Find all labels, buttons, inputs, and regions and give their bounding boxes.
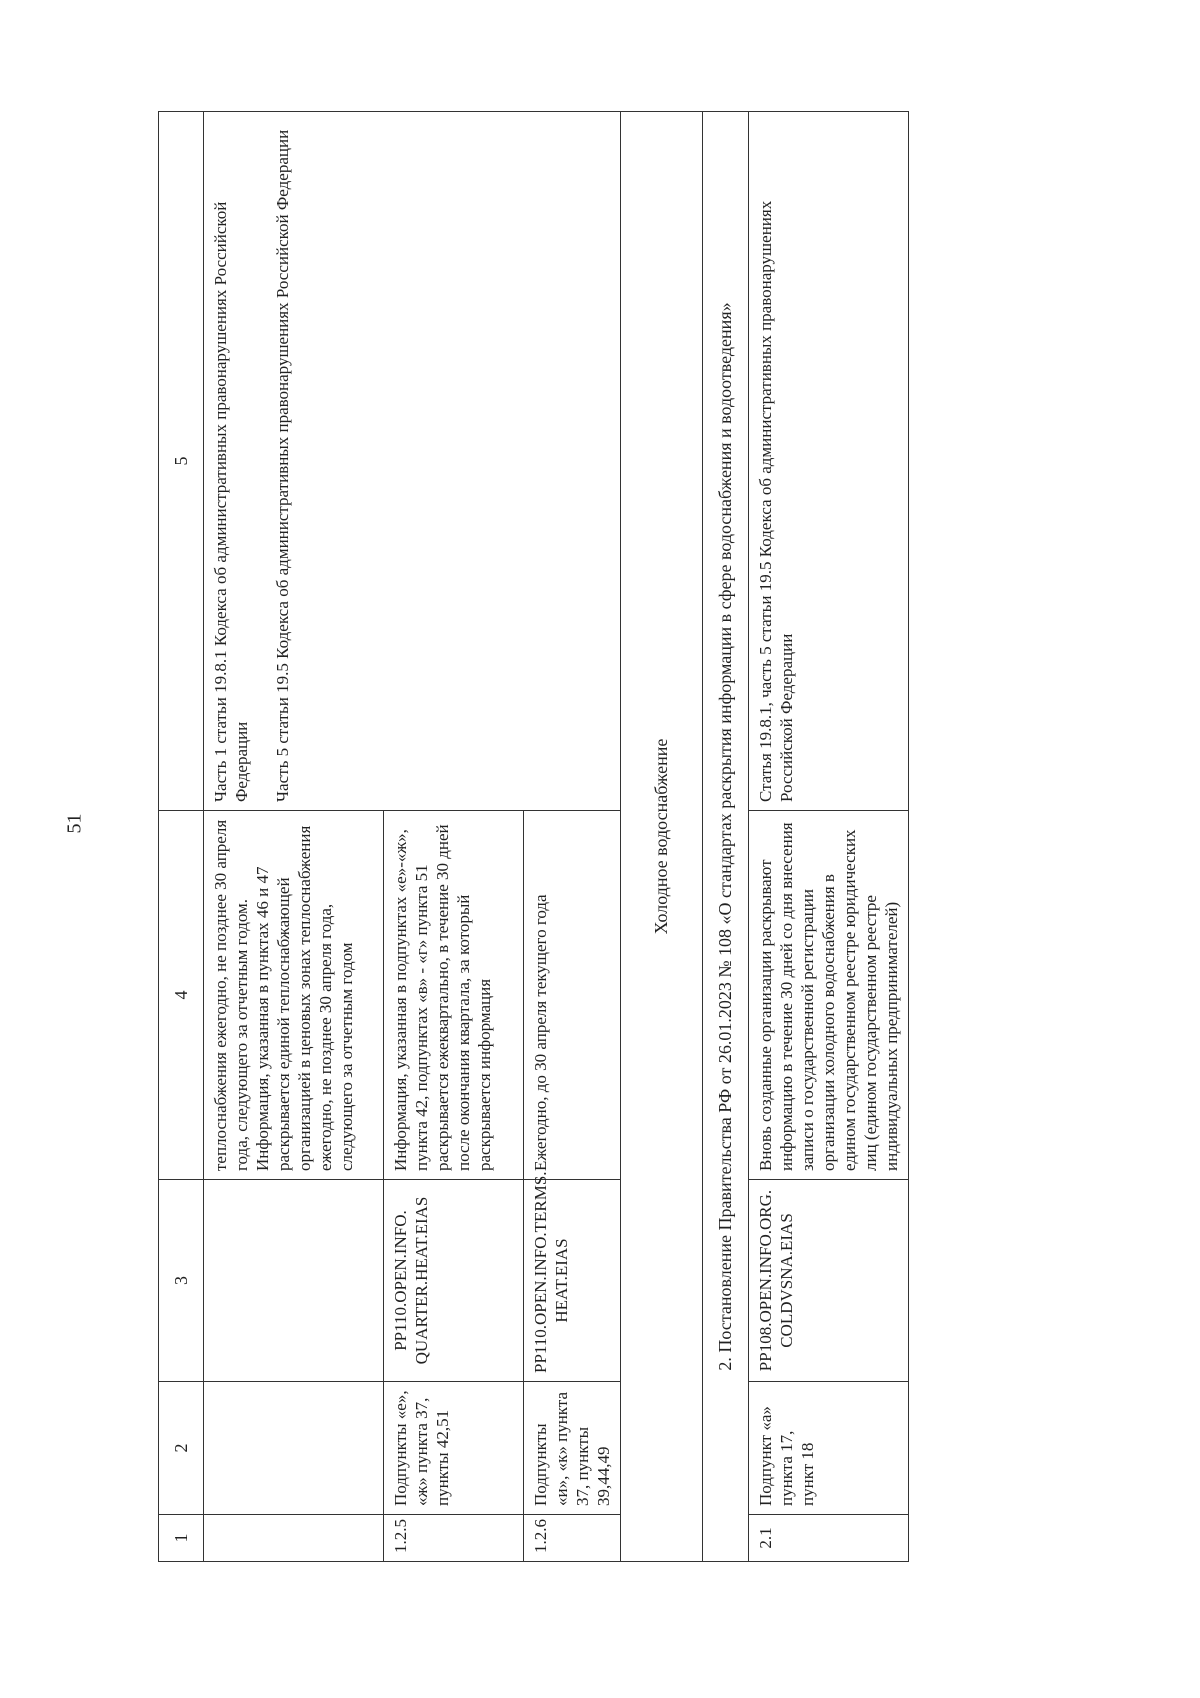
header-col-2: 2	[159, 1382, 204, 1515]
table-row-2-1	[749, 112, 909, 1562]
cell-row-number: 1.2.6	[524, 1515, 621, 1562]
cell-deadline: Информация, указанная в подпунктах «е»-«ж», пункта 42, подпунктах «в» - «г» пункта 51 раскрывается ежеквартально, в течение 30 дней после окончания квартала, за который раскрывается информация	[384, 811, 524, 1180]
rotated-table-container	[158, 112, 901, 1562]
section-row-2	[703, 112, 749, 1562]
cell-row-number: 1.2.5	[384, 1515, 524, 1562]
cell-code: PP110.OPEN.INFO. QUARTER.HEAT.EIAS	[384, 1180, 524, 1382]
liability-text-2: Часть 5 статьи 19.5 Кодекса об административных правонарушениях Российской Федерации	[273, 129, 292, 802]
header-col-3: 3	[159, 1180, 204, 1382]
cell-row-number: 2.1	[749, 1515, 909, 1562]
section-row-cold	[621, 112, 703, 1562]
table-row-continuation	[204, 112, 384, 1562]
liability-text-1: Часть 1 статьи 19.8.1 Кодекса об административных правонарушениях Российской Федерации	[211, 201, 251, 802]
header-row	[159, 112, 204, 1562]
cell-clause: Подпункты «и», «к» пункта 37, пункты 39,44,49	[524, 1382, 621, 1515]
deadline-text-2: Информация, указанная в пунктах 46 и 47 раскрывается единой теплоснабжающей организацией в ценовых зонах теплоснабжения ежегодно, не позднее 30 апреля года, следующего за отчетным годом	[253, 825, 356, 1171]
cell-empty	[204, 1382, 384, 1515]
cell-liability	[204, 112, 621, 811]
cell-liability: Статья 19.8.1, часть 5 статьи 19.5 Кодекса об административных правонарушениях Российской Федерации	[749, 112, 909, 811]
cell-empty	[204, 1515, 384, 1562]
cell-clause: Подпункт «а» пункта 17, пункт 18	[749, 1382, 909, 1515]
cell-deadline: Вновь созданные организации раскрывают информацию в течение 30 дней со дня внесения записи о государственной регистрации организации холодного водоснабжения в едином государственном реестре юридических лиц (едином государственном реестре индивидуальных предпринимателей)	[749, 811, 909, 1180]
cell-deadline: Ежегодно, до 30 апреля текущего года	[524, 811, 621, 1180]
header-col-4: 4	[159, 811, 204, 1180]
header-col-5: 5	[159, 112, 204, 811]
deadline-text: теплоснабжения ежегодно, не позднее 30 апреля года, следующего за отчетным годом.	[211, 819, 251, 1171]
cell-deadline	[204, 811, 384, 1180]
cell-code: PP108.OPEN.INFO.ORG. COLDVSNA.EIAS	[749, 1180, 909, 1382]
page-number: 51	[63, 813, 86, 834]
cell-code: PP110.OPEN.INFO.TERMS. HEAT.EIAS	[524, 1180, 621, 1382]
section-title-2: 2. Постановление Правительства РФ от 26.01.2023 № 108 «О стандартах раскрытия информации в сфере водоснабжения и водоотведения»	[703, 112, 749, 1562]
cell-clause: Подпункты «е», «ж» пункта 37, пункты 42,51	[384, 1382, 524, 1515]
header-col-1: 1	[159, 1515, 204, 1562]
section-title-cold: Холодное водоснабжение	[621, 112, 703, 1562]
regulation-table	[158, 111, 909, 1562]
cell-empty	[204, 1180, 384, 1382]
